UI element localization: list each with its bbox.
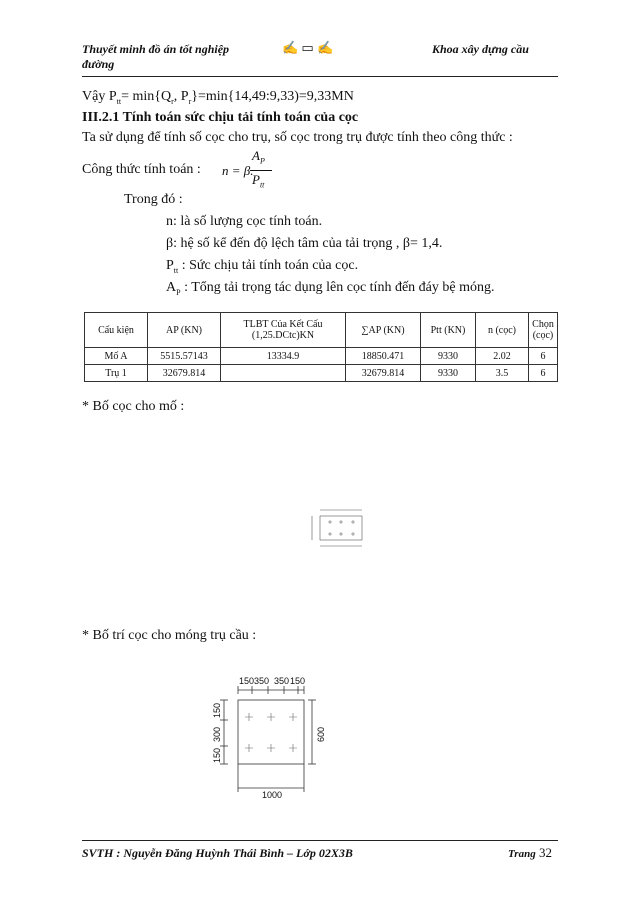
dim-left-1: 150 <box>212 702 222 718</box>
intro-text: Ta sử dụng để tính số cọc cho trụ, số cọc trong trụ được tính theo công thức : <box>82 130 513 145</box>
page-label: Trang <box>508 848 536 860</box>
dim-bottom: 1000 <box>262 790 283 800</box>
dim-top-1: 150 <box>239 676 255 686</box>
header-left-line2: đường <box>82 57 115 71</box>
table-header: Cấu kiện <box>85 313 148 348</box>
def-n: n: là số lượng cọc tính toán. <box>166 214 323 229</box>
table-row <box>85 365 558 382</box>
dim-top-3: 350 <box>274 676 290 686</box>
def-beta: β: hệ số kể đến độ lệch tâm của tải trọng , β= 1,4. <box>166 236 443 251</box>
table-cell <box>221 365 346 382</box>
table-cell: 9330 <box>421 365 476 382</box>
pile-capacity-line: Vậy $P_{tt}= \min\{Q_r$, $P_r\}=\min\{14,49:9,33)=9,33MN$ <box>82 89 354 106</box>
where-label: Trong đó : <box>124 192 183 207</box>
table-header: n (cọc) <box>476 313 529 348</box>
table-cell: 6 <box>529 348 558 365</box>
page-number: 32 <box>538 845 552 860</box>
table-cell: 3.5 <box>476 365 529 382</box>
def-ptt: $P_{tt}$ : Sức chịu tải tính toán của cọc. <box>166 258 359 275</box>
pile-count-table <box>84 312 558 382</box>
dim-left-3: 150 <box>212 747 222 763</box>
formula-numerator: $A_P$ <box>252 148 265 166</box>
footer-left: SVTH : Nguyễn Đăng Huỳnh Thái Bình – Lớp 02X3B <box>82 846 353 860</box>
table-header: Chọn (cọc) <box>529 313 558 348</box>
dim-right: 600 <box>316 726 326 742</box>
table-cell: Mố A <box>85 348 148 365</box>
table-cell: 13334.9 <box>221 348 346 365</box>
dim-top-4: 150 <box>290 676 306 686</box>
pile-cap-outline <box>238 700 304 764</box>
table-cell: 2.02 <box>476 348 529 365</box>
table-header-row <box>85 313 558 348</box>
table-header: AP (KN) <box>148 313 221 348</box>
table-cell: 5515.57143 <box>148 348 221 365</box>
abutment-section-label: * Bố cọc cho mố : <box>82 399 185 414</box>
table-header: TLBT Của Kết Cấu (1,25.DCtc)KN <box>221 313 346 348</box>
abutment-pile-layout-drawing <box>308 506 368 550</box>
dim-left-2: 300 <box>212 726 222 742</box>
formula-label: Công thức tính toán : <box>82 162 201 177</box>
fraction-bar <box>250 170 272 171</box>
table-row <box>85 348 558 365</box>
table-cell: Trụ 1 <box>85 365 148 382</box>
table-cell: 6 <box>529 365 558 382</box>
table-cell: 18850.471 <box>346 348 421 365</box>
table-cell: 9330 <box>421 348 476 365</box>
writing-icon: ✍ ▭ ✍ <box>282 40 334 55</box>
footer-page <box>508 845 552 861</box>
dim-top-2: 350 <box>254 676 270 686</box>
header-left-line1: Thuyết minh đồ án tốt nghiệp <box>82 42 230 56</box>
formula-lhs: n = β. <box>222 163 254 178</box>
table-cell: 32679.814 <box>346 365 421 382</box>
table-cell: 32679.814 <box>148 365 221 382</box>
header-rule <box>82 76 558 77</box>
section-heading: III.2.1 Tính toán sức chịu tải tính toán của cọc <box>82 110 359 125</box>
table-header: Ptt (KN) <box>421 313 476 348</box>
pier-pile-layout-drawing <box>208 670 332 806</box>
footer-rule <box>82 840 558 841</box>
table-header: ∑AP (KN) <box>346 313 421 348</box>
def-ap: $A_P$ : Tổng tải trọng tác dụng lên cọc tính đến đáy bệ móng. <box>166 280 495 297</box>
header-right: Khoa xây dựng cầu <box>432 42 529 56</box>
formula-denominator: $P_{tt}$ <box>252 172 265 190</box>
pier-section-label: * Bố trí cọc cho móng trụ cầu : <box>82 628 257 643</box>
